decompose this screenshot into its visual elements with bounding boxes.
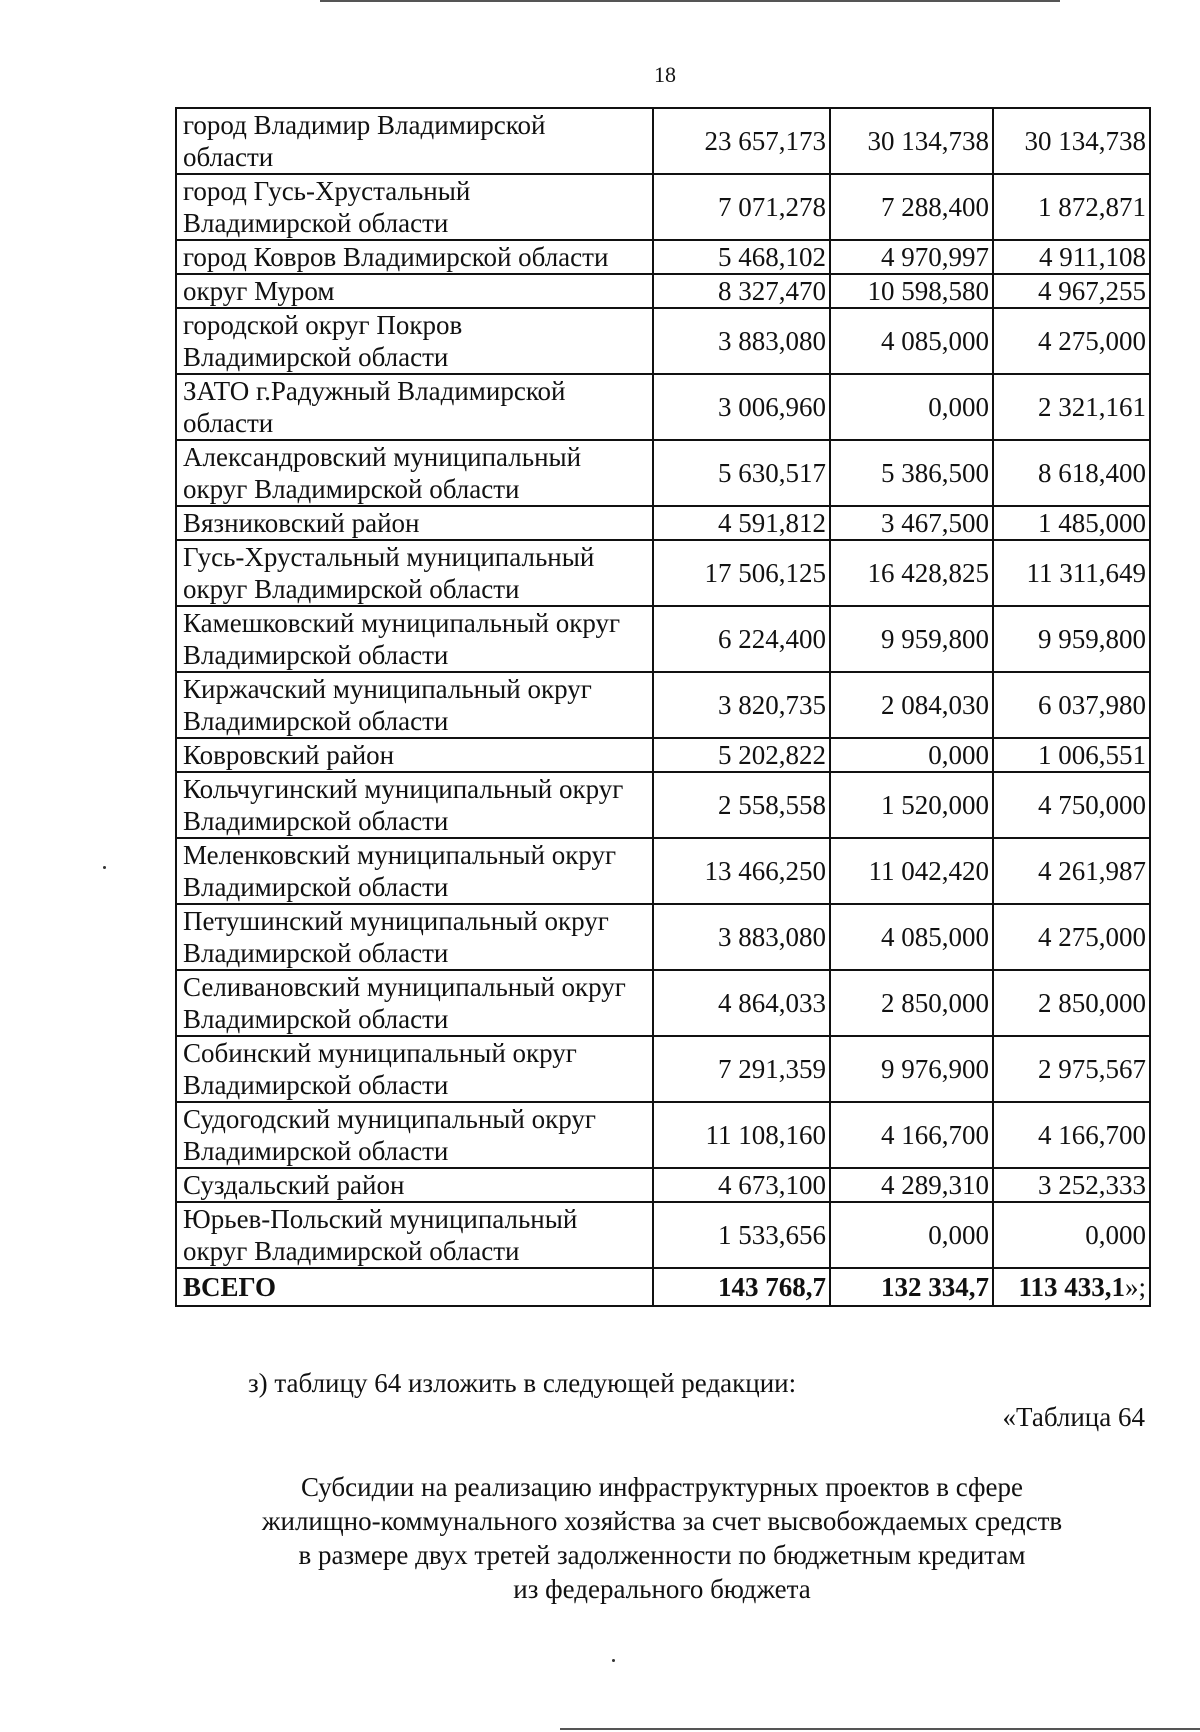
- amount-cell-year-2: 4 289,310: [830, 1168, 993, 1202]
- municipality-name-line: округ Владимирской области: [183, 1236, 520, 1266]
- scan-speck: [612, 1659, 615, 1662]
- municipality-name-line: Собинский муниципальный округ: [183, 1038, 577, 1068]
- municipality-name-line: области: [183, 408, 274, 438]
- municipality-name-line: городской округ Покров: [183, 310, 463, 340]
- municipality-name-line: Владимирской области: [183, 872, 449, 902]
- amount-cell-year-1: 3 883,080: [653, 904, 830, 970]
- municipality-name-line: Камешковский муниципальный округ: [183, 608, 621, 638]
- table-row: [176, 838, 1150, 904]
- amount-cell-year-1: 23 657,173: [653, 108, 830, 174]
- amount-cell-year-2: 16 428,825: [830, 540, 993, 606]
- total-amount-year-2: 132 334,7: [830, 1268, 993, 1306]
- municipality-cell: [176, 606, 653, 672]
- municipality-name-line: Владимирской области: [183, 1070, 449, 1100]
- amount-cell-year-2: 9 976,900: [830, 1036, 993, 1102]
- table-row: [176, 440, 1150, 506]
- municipality-name-line: Кольчугинский муниципальный округ: [183, 774, 624, 804]
- table-row: [176, 1102, 1150, 1168]
- municipality-cell: [176, 374, 653, 440]
- amount-cell-year-2: 7 288,400: [830, 174, 993, 240]
- amount-cell-year-1: 3 883,080: [653, 308, 830, 374]
- amount-cell-year-2: 4 085,000: [830, 904, 993, 970]
- municipality-name-line: Владимирской области: [183, 1004, 449, 1034]
- amount-cell-year-2: 3 467,500: [830, 506, 993, 540]
- table-row: [176, 672, 1150, 738]
- amount-cell-year-3: 4 750,000: [993, 772, 1150, 838]
- table-row: [176, 738, 1150, 772]
- amount-cell-year-3: 1 872,871: [993, 174, 1150, 240]
- amount-cell-year-1: 5 202,822: [653, 738, 830, 772]
- amount-cell-year-3: 1 485,000: [993, 506, 1150, 540]
- amount-cell-year-3: 0,000: [993, 1202, 1150, 1268]
- amount-cell-year-1: 11 108,160: [653, 1102, 830, 1168]
- table-row: [176, 108, 1150, 174]
- table-row: [176, 1036, 1150, 1102]
- municipality-name-line: город Гусь-Хрустальный: [183, 176, 471, 206]
- amount-cell-year-1: 4 673,100: [653, 1168, 830, 1202]
- table-row: [176, 1202, 1150, 1268]
- title-line: в размере двух третей задолженности по бюджетным кредитам: [298, 1540, 1026, 1570]
- municipality-name-line: Юрьев-Польский муниципальный: [183, 1204, 578, 1234]
- amount-cell-year-1: 3 820,735: [653, 672, 830, 738]
- amount-cell-year-2: 11 042,420: [830, 838, 993, 904]
- amount-cell-year-1: 7 071,278: [653, 174, 830, 240]
- municipality-name-line: Ковровский район: [183, 740, 395, 770]
- amount-cell-year-2: 0,000: [830, 1202, 993, 1268]
- amount-cell-year-3: 8 618,400: [993, 440, 1150, 506]
- municipality-cell: [176, 540, 653, 606]
- table-row: [176, 506, 1150, 540]
- municipality-name-line: Суздальский район: [183, 1170, 405, 1200]
- municipality-name-line: Меленковский муниципальный округ: [183, 840, 617, 870]
- top-scan-rule: [320, 0, 1060, 2]
- municipality-cell: [176, 440, 653, 506]
- table-title: [175, 1470, 1149, 1606]
- municipality-cell: [176, 772, 653, 838]
- amount-cell-year-2: 2 084,030: [830, 672, 993, 738]
- table-body: [176, 108, 1150, 1306]
- title-line: из федерального бюджета: [513, 1574, 811, 1604]
- amount-cell-year-1: 4 591,812: [653, 506, 830, 540]
- title-line: жилищно-коммунального хозяйства за счет высвобождаемых средств: [261, 1506, 1063, 1536]
- amount-cell-year-3: 4 275,000: [993, 308, 1150, 374]
- amount-cell-year-2: 4 970,997: [830, 240, 993, 274]
- page-number: 18: [654, 62, 676, 87]
- table-row: [176, 772, 1150, 838]
- amendment-instruction: з) таблицу 64 изложить в следующей редакции:: [248, 1368, 797, 1398]
- amount-cell-year-2: 9 959,800: [830, 606, 993, 672]
- amount-cell-year-1: 13 466,250: [653, 838, 830, 904]
- amount-cell-year-3: 2 975,567: [993, 1036, 1150, 1102]
- amount-cell-year-1: 7 291,359: [653, 1036, 830, 1102]
- municipality-name-line: округ Владимирской области: [183, 574, 520, 604]
- amount-cell-year-1: 6 224,400: [653, 606, 830, 672]
- municipality-cell: [176, 1036, 653, 1102]
- municipality-name-line: Владимирской области: [183, 640, 449, 670]
- municipality-cell: [176, 240, 653, 274]
- municipality-cell: [176, 108, 653, 174]
- amount-cell-year-3: 3 252,333: [993, 1168, 1150, 1202]
- municipality-name-line: округ Муром: [183, 276, 335, 306]
- amount-cell-year-3: 2 850,000: [993, 970, 1150, 1036]
- total-label: ВСЕГО: [176, 1268, 653, 1306]
- budget-table: [175, 107, 1151, 1307]
- amount-cell-year-1: 1 533,656: [653, 1202, 830, 1268]
- amount-cell-year-1: 5 468,102: [653, 240, 830, 274]
- table-row: [176, 240, 1150, 274]
- municipality-cell: [176, 1168, 653, 1202]
- amount-cell-year-3: 4 911,108: [993, 240, 1150, 274]
- municipality-name-line: Селивановский муниципальный округ: [183, 972, 626, 1002]
- municipality-name-line: округ Владимирской области: [183, 474, 520, 504]
- municipality-cell: [176, 672, 653, 738]
- municipality-cell: [176, 174, 653, 240]
- amount-cell-year-1: 8 327,470: [653, 274, 830, 308]
- municipality-name-line: Владимирской области: [183, 1136, 449, 1166]
- municipality-name-line: город Владимир Владимирской: [183, 110, 546, 140]
- municipality-name-line: город Ковров Владимирской области: [183, 242, 609, 272]
- amount-cell-year-3: 1 006,551: [993, 738, 1150, 772]
- municipality-name-line: Вязниковский район: [183, 508, 420, 538]
- total-amount-year-1: 143 768,7: [653, 1268, 830, 1306]
- bottom-scan-rule: [560, 1728, 1200, 1730]
- scan-speck: [103, 866, 106, 869]
- municipality-cell: [176, 838, 653, 904]
- table-row: [176, 1168, 1150, 1202]
- total-amount-year-3: [993, 1268, 1150, 1306]
- amount-cell-year-3: 4 275,000: [993, 904, 1150, 970]
- municipality-name-line: Владимирской области: [183, 806, 449, 836]
- municipality-cell: [176, 904, 653, 970]
- table-row: [176, 274, 1150, 308]
- municipality-cell: [176, 308, 653, 374]
- municipality-name-line: Судогодский муниципальный округ: [183, 1104, 596, 1134]
- amount-cell-year-2: 0,000: [830, 738, 993, 772]
- municipality-cell: [176, 1202, 653, 1268]
- total-row: [176, 1268, 1150, 1306]
- amount-cell-year-3: 4 166,700: [993, 1102, 1150, 1168]
- municipality-name-line: Владимирской области: [183, 938, 449, 968]
- municipality-name-line: Владимирской области: [183, 342, 449, 372]
- municipality-name-line: Гусь-Хрустальный муниципальный: [183, 542, 595, 572]
- municipality-cell: [176, 738, 653, 772]
- amount-cell-year-2: 2 850,000: [830, 970, 993, 1036]
- amount-cell-year-3: 4 261,987: [993, 838, 1150, 904]
- municipality-name-line: Александровский муниципальный: [183, 442, 582, 472]
- table-row: [176, 970, 1150, 1036]
- closing-quote: »;: [1124, 1272, 1146, 1302]
- title-line: Субсидии на реализацию инфраструктурных проектов в сфере: [300, 1472, 1024, 1502]
- municipality-cell: [176, 506, 653, 540]
- amount-cell-year-3: 9 959,800: [993, 606, 1150, 672]
- table-row: [176, 606, 1150, 672]
- amount-cell-year-1: 5 630,517: [653, 440, 830, 506]
- amount-cell-year-3: 2 321,161: [993, 374, 1150, 440]
- amount-cell-year-2: 4 085,000: [830, 308, 993, 374]
- amount-cell-year-1: 2 558,558: [653, 772, 830, 838]
- amount-cell-year-1: 3 006,960: [653, 374, 830, 440]
- amount-cell-year-3: 30 134,738: [993, 108, 1150, 174]
- amount-cell-year-1: 4 864,033: [653, 970, 830, 1036]
- table-row: [176, 540, 1150, 606]
- municipality-name-line: Владимирской области: [183, 208, 449, 238]
- amount-cell-year-2: 10 598,580: [830, 274, 993, 308]
- amount-cell-year-2: 4 166,700: [830, 1102, 993, 1168]
- municipality-cell: [176, 274, 653, 308]
- amount-cell-year-3: 11 311,649: [993, 540, 1150, 606]
- municipality-cell: [176, 970, 653, 1036]
- amount-cell-year-1: 17 506,125: [653, 540, 830, 606]
- municipality-name-line: ЗАТО г.Радужный Владимирской: [183, 376, 566, 406]
- municipality-name-line: Киржачский муниципальный округ: [183, 674, 592, 704]
- table-row: [176, 308, 1150, 374]
- amount-cell-year-2: 1 520,000: [830, 772, 993, 838]
- table-row: [176, 904, 1150, 970]
- amount-cell-year-3: 4 967,255: [993, 274, 1150, 308]
- table-row: [176, 174, 1150, 240]
- amount-cell-year-2: 0,000: [830, 374, 993, 440]
- table-label: «Таблица 64: [1002, 1402, 1145, 1432]
- municipality-name-line: Петушинский муниципальный округ: [183, 906, 609, 936]
- municipality-name-line: области: [183, 142, 274, 172]
- amount-cell-year-2: 30 134,738: [830, 108, 993, 174]
- municipality-name-line: Владимирской области: [183, 706, 449, 736]
- table-row: [176, 374, 1150, 440]
- amount-cell-year-3: 6 037,980: [993, 672, 1150, 738]
- amount-cell-year-2: 5 386,500: [830, 440, 993, 506]
- municipality-cell: [176, 1102, 653, 1168]
- total-amount-value: 113 433,1: [1018, 1272, 1125, 1302]
